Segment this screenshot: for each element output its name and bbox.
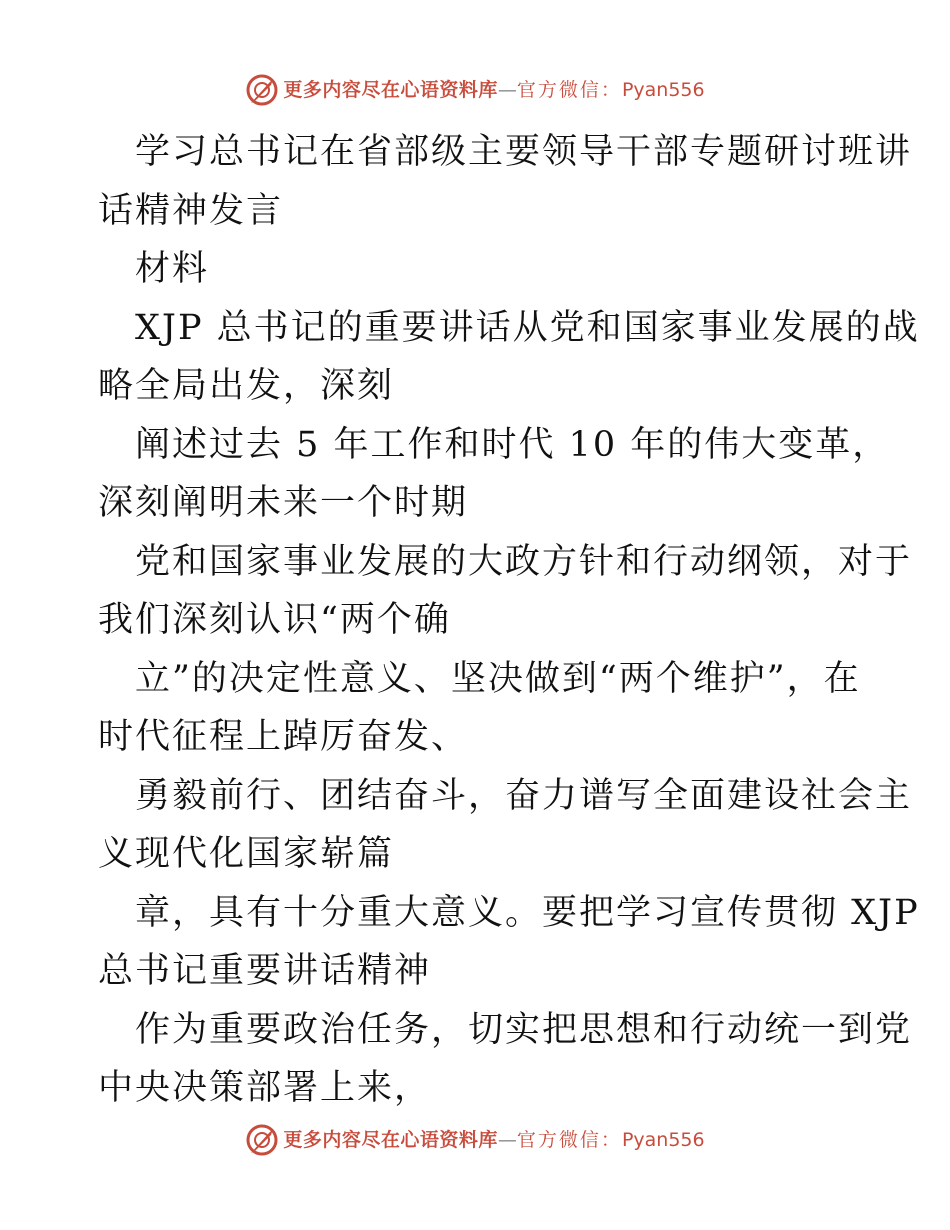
doc-paragraph-line: 立”的决定性意义、坚决做到“两个维护”，在 bbox=[135, 658, 861, 699]
document-body bbox=[98, 123, 920, 1118]
doc-paragraph-line: 章，具有十分重大意义。要把学习宣传贯彻 XJP bbox=[135, 892, 920, 933]
watermark-wechat-label: 官方微信： bbox=[516, 79, 622, 101]
doc-paragraph-line: 时代征程上踔厉奋发、 bbox=[98, 717, 469, 757]
doc-paragraph-line: 阐述过去 5 年工作和时代 10 年的伟大变革， bbox=[135, 424, 890, 465]
footer-watermark bbox=[0, 1120, 950, 1160]
watermark-separator: — bbox=[497, 1129, 517, 1151]
doc-paragraph-line: 义现代化国家崭篇 bbox=[98, 834, 395, 874]
doc-paragraph-line: 勇毅前行、团结奋斗，奋力谱写全面建设社会主 bbox=[135, 775, 913, 816]
doc-paragraph-line: 中央决策部署上来， bbox=[98, 1068, 432, 1108]
doc-paragraph-line: 深刻阐明未来一个时期 bbox=[98, 483, 469, 523]
header-watermark bbox=[0, 70, 950, 110]
watermark-separator: — bbox=[497, 79, 517, 101]
doc-paragraph-line: 总书记重要讲话精神 bbox=[98, 951, 432, 991]
doc-paragraph-line: 略全局出发，深刻 bbox=[98, 366, 395, 406]
feather-pen-logo-icon bbox=[245, 73, 279, 107]
doc-paragraph-line: XJP 总书记的重要讲话从党和国家事业发展的战 bbox=[135, 307, 920, 348]
watermark-main-text: 更多内容尽在心语资料库 bbox=[283, 1129, 498, 1151]
doc-title-line-3: 材料 bbox=[135, 249, 210, 289]
watermark-wechat-id: Pyan556 bbox=[621, 1129, 705, 1151]
feather-pen-logo-icon bbox=[245, 1123, 279, 1157]
doc-paragraph-line: 党和国家事业发展的大政方针和行动纲领，对于 bbox=[135, 541, 913, 582]
doc-paragraph-line: 作为重要政治任务，切实把思想和行动统一到党 bbox=[135, 1009, 913, 1050]
doc-title-line-1: 学习总书记在省部级主要领导干部专题研讨班讲 bbox=[135, 132, 913, 172]
doc-title-line-2: 话精神发言 bbox=[98, 190, 284, 231]
watermark-main-text: 更多内容尽在心语资料库 bbox=[283, 79, 498, 101]
watermark-wechat-id: Pyan556 bbox=[621, 79, 705, 101]
watermark-wechat-label: 官方微信： bbox=[516, 1129, 622, 1151]
doc-paragraph-line: 我们深刻认识“两个确 bbox=[98, 600, 451, 640]
